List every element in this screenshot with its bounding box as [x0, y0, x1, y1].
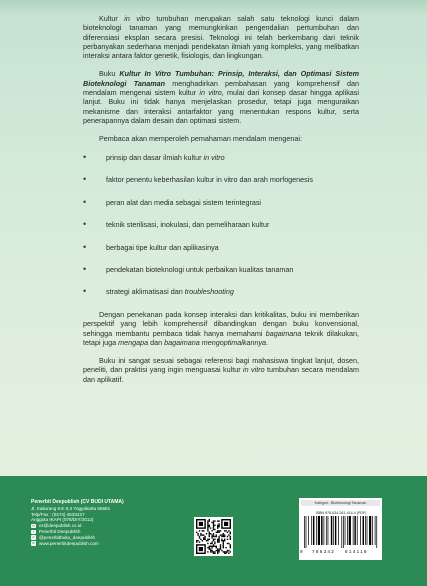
list-item: • peran alat dan media sebagai sistem terintegrasi [83, 196, 262, 207]
publisher-address: Jl. Kaliurang Km 9,3 Yogyakarta 55581 [31, 505, 111, 511]
mail-icon: ✉ [31, 523, 35, 528]
bullet-icon: • [83, 196, 87, 207]
paragraph-lead-in: Pembaca akan memperoleh pemahaman mendalam mengenai: [99, 134, 302, 144]
contact-instagram[interactable]: ◎ @penerbitbuku_deepublish [31, 534, 96, 540]
web-icon: ⊕ [31, 541, 35, 546]
list-item: • pendekatan bioteknologi untuk perbaikan kualitas tanaman [83, 263, 294, 274]
barcode-digit-group-2: 814116 [345, 549, 368, 554]
blurb-text [83, 14, 359, 393]
paragraph-emphasis: Dengan penekanan pada konsep interaksi dan kritikalitas, buku ini memberikan perspektif yang lebih komprehensif dibandingkan dengan buku konvensional, sehingga membantu pembaca tidak hanya memahami bagaimana teknik dilakukan, tetapi juga mengapa dan bagaimana mengoptimalkannya. [83, 309, 360, 347]
publisher-info [31, 500, 124, 546]
paragraph-book-summary: Buku Kultur In Vitro Tumbuhan: Prinsip, Interaksi, dan Optimasi Sistem Bioteknologi Tanaman menghadirkan pembahasan yang komprehensif dan mendalam mengenai sistem kultur in vitro, mulai dari konsep dasar hingga aplikasi lanjut. Buku ini tidak hanya menjelaskan prosedur, tetapi juga menguraikan mekanisme dan interaksi antarfaktor yang menentukan respons kultur, serta penerapannya dalam desain dan optimasi sistem. [83, 69, 359, 125]
barcode-digit-first: 9 [300, 549, 303, 554]
list-item: • prinsip dan dasar ilmiah kultur in vitro [83, 151, 225, 162]
contact-email[interactable]: ✉ cs@deepublish.co.id [31, 523, 82, 529]
bullet-icon: • [83, 219, 87, 230]
bullet-icon: • [83, 286, 87, 297]
list-item: • berbagai tipe kultur dan aplikasinya [83, 241, 219, 252]
bullet-icon: • [83, 174, 87, 185]
top-stripe [0, 0, 427, 14]
instagram-icon: ◎ [31, 535, 36, 540]
publisher-name: Penerbit Deepublish (CV BUDI UTAMA) [31, 499, 124, 505]
list-item: • faktor penentu keberhasilan kultur in vitro dan arah morfogenesis [83, 174, 313, 185]
book-title: Kultur In Vitro Tumbuhan: Prinsip, Interaksi, dan Optimasi Sistem Bioteknologi Tanaman [83, 69, 359, 88]
publisher-member: Anggota IKAPI (076/DIY/2012) [31, 517, 94, 523]
qr-code-graphic [196, 519, 231, 554]
list-item: • teknik sterilisasi, inokulasi, dan pemeliharaan kultur [83, 219, 270, 230]
paragraph-audience: Buku ini sangat sesuai sebagai referensi bagi mahasiswa tingkat lanjut, dosen, peneliti, dan praktisi yang ingin menguasai kultur in vitro tumbuhan secara mendalam dan aplikatif. [83, 356, 359, 384]
contact-facebook[interactable]: f Penerbit Deepublish [33, 528, 81, 534]
isbn-label: ISBN 978-634-261-414-4 (PDF) [315, 511, 367, 515]
contact-website[interactable]: ⊕ www.penerbitdeepublish.com [31, 540, 99, 546]
category-label: Kategori : Bioteknologi Tanaman [301, 500, 380, 506]
bullet-icon: • [83, 263, 87, 274]
list-item: • strategi aklimatisasi dan troubleshooting [83, 286, 234, 297]
barcode [303, 516, 379, 548]
bullet-icon: • [83, 151, 87, 162]
paragraph-intro: Kultur in vitro tumbuhan merupakan salah satu teknologi kunci dalam bioteknologi tanaman yang memungkinkan pengendalian pertumbuhan dan diferensiasi eksplan secara presisi. Teknologi ini telah berkembang dari teknik perbanyakan sederhana menjadi pendekatan ilmiah yang kompleks, yang melibatkan interaksi antara faktor genetik, fisiologis, dan lingkungan. [83, 14, 359, 61]
topic-list [83, 153, 359, 297]
qr-code [194, 517, 233, 556]
barcode-digit-group-1: 786342 [312, 549, 336, 554]
bullet-icon: • [83, 241, 87, 252]
facebook-icon: f [33, 529, 34, 534]
publisher-phone: Telp/Fax : (0274) 4533427 [31, 511, 85, 517]
